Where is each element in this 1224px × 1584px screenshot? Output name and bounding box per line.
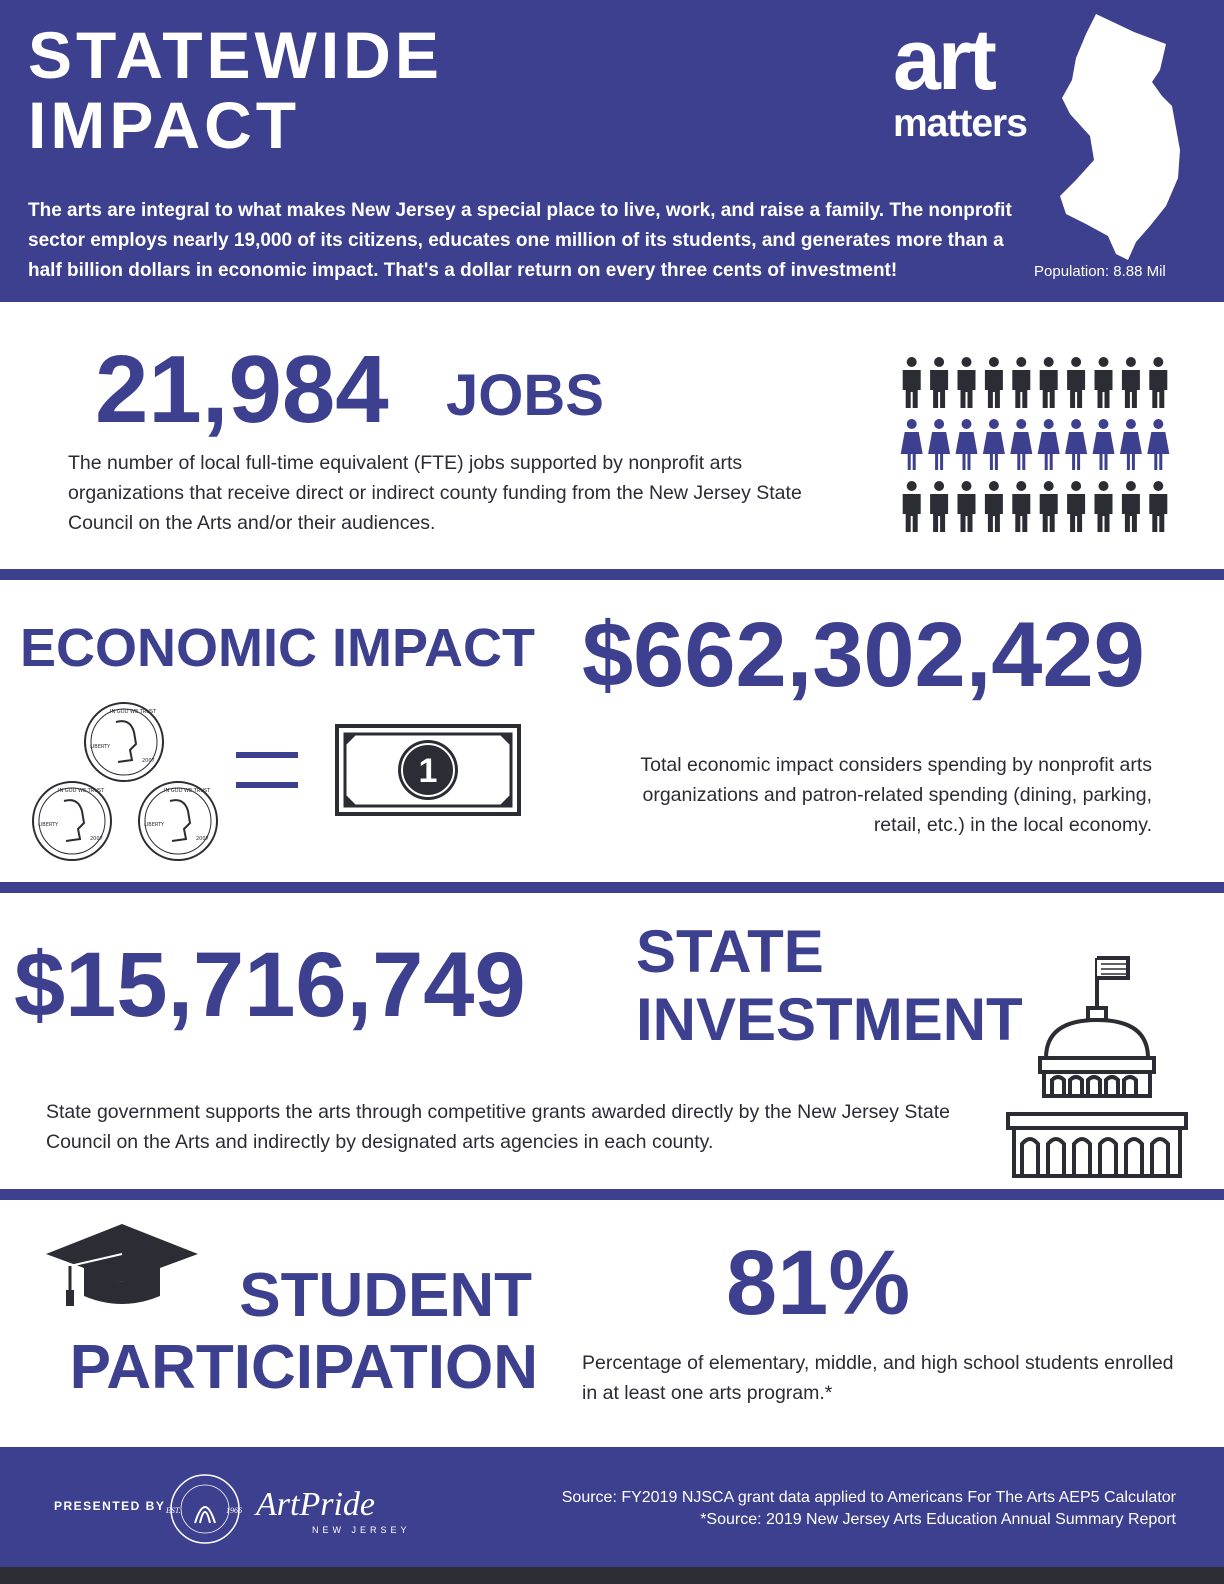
logo-matters-text: matters <box>893 102 1027 145</box>
man-figure-icon <box>1095 481 1113 532</box>
man-figure-icon <box>1149 481 1167 532</box>
man-figure-icon <box>1067 481 1085 532</box>
student-participation-number: 81% <box>726 1232 911 1334</box>
title-line-1: STATEWIDE <box>28 18 443 92</box>
man-figure-icon <box>903 357 921 408</box>
student-participation-description: Percentage of elementary, middle, and high school students enrolled in at least one arts program.* <box>582 1352 1174 1404</box>
section-divider <box>0 1189 1224 1200</box>
artpride-logo: ArtPride <box>256 1486 375 1523</box>
svg-text:1966: 1966 <box>226 1506 242 1515</box>
man-figure-icon <box>930 481 948 532</box>
svg-text:LIBERTY: LIBERTY <box>144 822 165 828</box>
woman-figure-icon <box>1147 419 1169 470</box>
njsca-seal-logo <box>162 1471 248 1547</box>
artpride-subtitle: NEW JERSEY <box>312 1525 411 1535</box>
man-figure-icon <box>985 357 1003 408</box>
woman-figure-icon <box>928 419 950 470</box>
student-participation-label <box>48 1260 538 1404</box>
man-figure-icon <box>930 357 948 408</box>
man-figure-icon <box>1012 481 1030 532</box>
intro-paragraph: The arts are integral to what makes New Jersey a special place to live, work, and raise a family. The nonprofit sector employs nearly 19,000 of its citizens, educates one million of its students, and generates more than a half billion dollars in economic impact. That's a dollar return on every three cents of investment! <box>28 200 1012 281</box>
section-divider <box>0 882 1224 893</box>
man-figure-icon <box>1122 357 1140 408</box>
man-figure-icon <box>1012 357 1030 408</box>
source-note-2: *Source: 2019 New Jersey Arts Education Annual Summary Report <box>700 1511 1176 1528</box>
woman-figure-icon <box>1010 419 1032 470</box>
svg-text:EST.: EST. <box>166 1506 181 1515</box>
jobs-label: JOBS <box>446 363 604 428</box>
jobs-description: The number of local full-time equivalent (FTE) jobs supported by nonprofit arts organizations that receive direct or indirect county funding from the New Jersey State Council on the Arts and/or their audiences. <box>68 452 802 534</box>
man-figure-icon <box>958 481 976 532</box>
state-investment-number: $15,716,749 <box>14 934 526 1036</box>
man-figure-icon <box>1122 481 1140 532</box>
woman-figure-icon <box>1038 419 1060 470</box>
economic-impact-number: $662,302,429 <box>582 604 1145 706</box>
bottom-strip <box>0 1567 1224 1584</box>
svg-text:IN GOD WE TRUST: IN GOD WE TRUST <box>58 788 105 794</box>
state-label-line-2: INVESTMENT <box>636 986 1023 1053</box>
logo-art-text: art <box>893 12 994 108</box>
man-figure-icon <box>1067 357 1085 408</box>
student-label-line-1: STUDENT <box>239 1261 532 1330</box>
dollar-bill-icon <box>335 724 521 816</box>
state-investment-description: State government supports the arts through competitive grants awarded directly by the New Jersey State Council on the Arts and indirectly by designated arts agencies in each county. <box>46 1101 950 1153</box>
svg-text:LIBERTY: LIBERTY <box>38 822 59 828</box>
man-figure-icon <box>1095 357 1113 408</box>
woman-figure-icon <box>1120 419 1142 470</box>
people-icon-grid <box>898 356 1172 536</box>
equals-icon <box>236 752 298 788</box>
student-label-line-2: PARTICIPATION <box>69 1333 538 1402</box>
jobs-number: 21,984 <box>95 336 389 443</box>
header-banner <box>0 0 1224 302</box>
woman-figure-icon <box>983 419 1005 470</box>
woman-figure-icon <box>1093 419 1115 470</box>
svg-text:IN GOD WE TRUST: IN GOD WE TRUST <box>110 709 157 715</box>
svg-text:LIBERTY: LIBERTY <box>90 744 111 750</box>
new-jersey-map-icon <box>1056 10 1186 265</box>
woman-figure-icon <box>901 419 923 470</box>
svg-text:2007: 2007 <box>142 758 155 764</box>
svg-text:IN GOD WE TRUST: IN GOD WE TRUST <box>164 788 211 794</box>
presented-by-label: PRESENTED BY <box>54 1499 166 1513</box>
economic-impact-description: Total economic impact considers spending by nonprofit arts organizations and patron-related spending (dining, parking, retail, etc.) in the local economy. <box>640 754 1152 836</box>
man-figure-icon <box>1040 357 1058 408</box>
state-investment-label <box>636 918 1023 1054</box>
svg-text:2007: 2007 <box>196 836 209 842</box>
woman-figure-icon <box>1065 419 1087 470</box>
source-note-1: Source: FY2019 NJSCA grant data applied to Americans For The Arts AEP5 Calculator <box>561 1489 1176 1506</box>
man-figure-icon <box>985 481 1003 532</box>
svg-text:2007: 2007 <box>90 836 103 842</box>
man-figure-icon <box>958 357 976 408</box>
svg-text:1: 1 <box>418 752 438 790</box>
man-figure-icon <box>1149 357 1167 408</box>
footer-banner <box>0 1447 1224 1567</box>
pennies-icon <box>30 700 230 865</box>
man-figure-icon <box>1040 481 1058 532</box>
page-title <box>28 20 443 160</box>
section-divider <box>0 569 1224 580</box>
man-figure-icon <box>903 481 921 532</box>
population-label: Population: 8.88 Mil <box>1034 263 1166 280</box>
state-label-line-1: STATE <box>636 918 824 985</box>
economic-impact-label: ECONOMIC IMPACT <box>20 618 535 678</box>
woman-figure-icon <box>956 419 978 470</box>
capitol-building-icon <box>1004 950 1190 1178</box>
title-line-2: IMPACT <box>28 88 301 162</box>
